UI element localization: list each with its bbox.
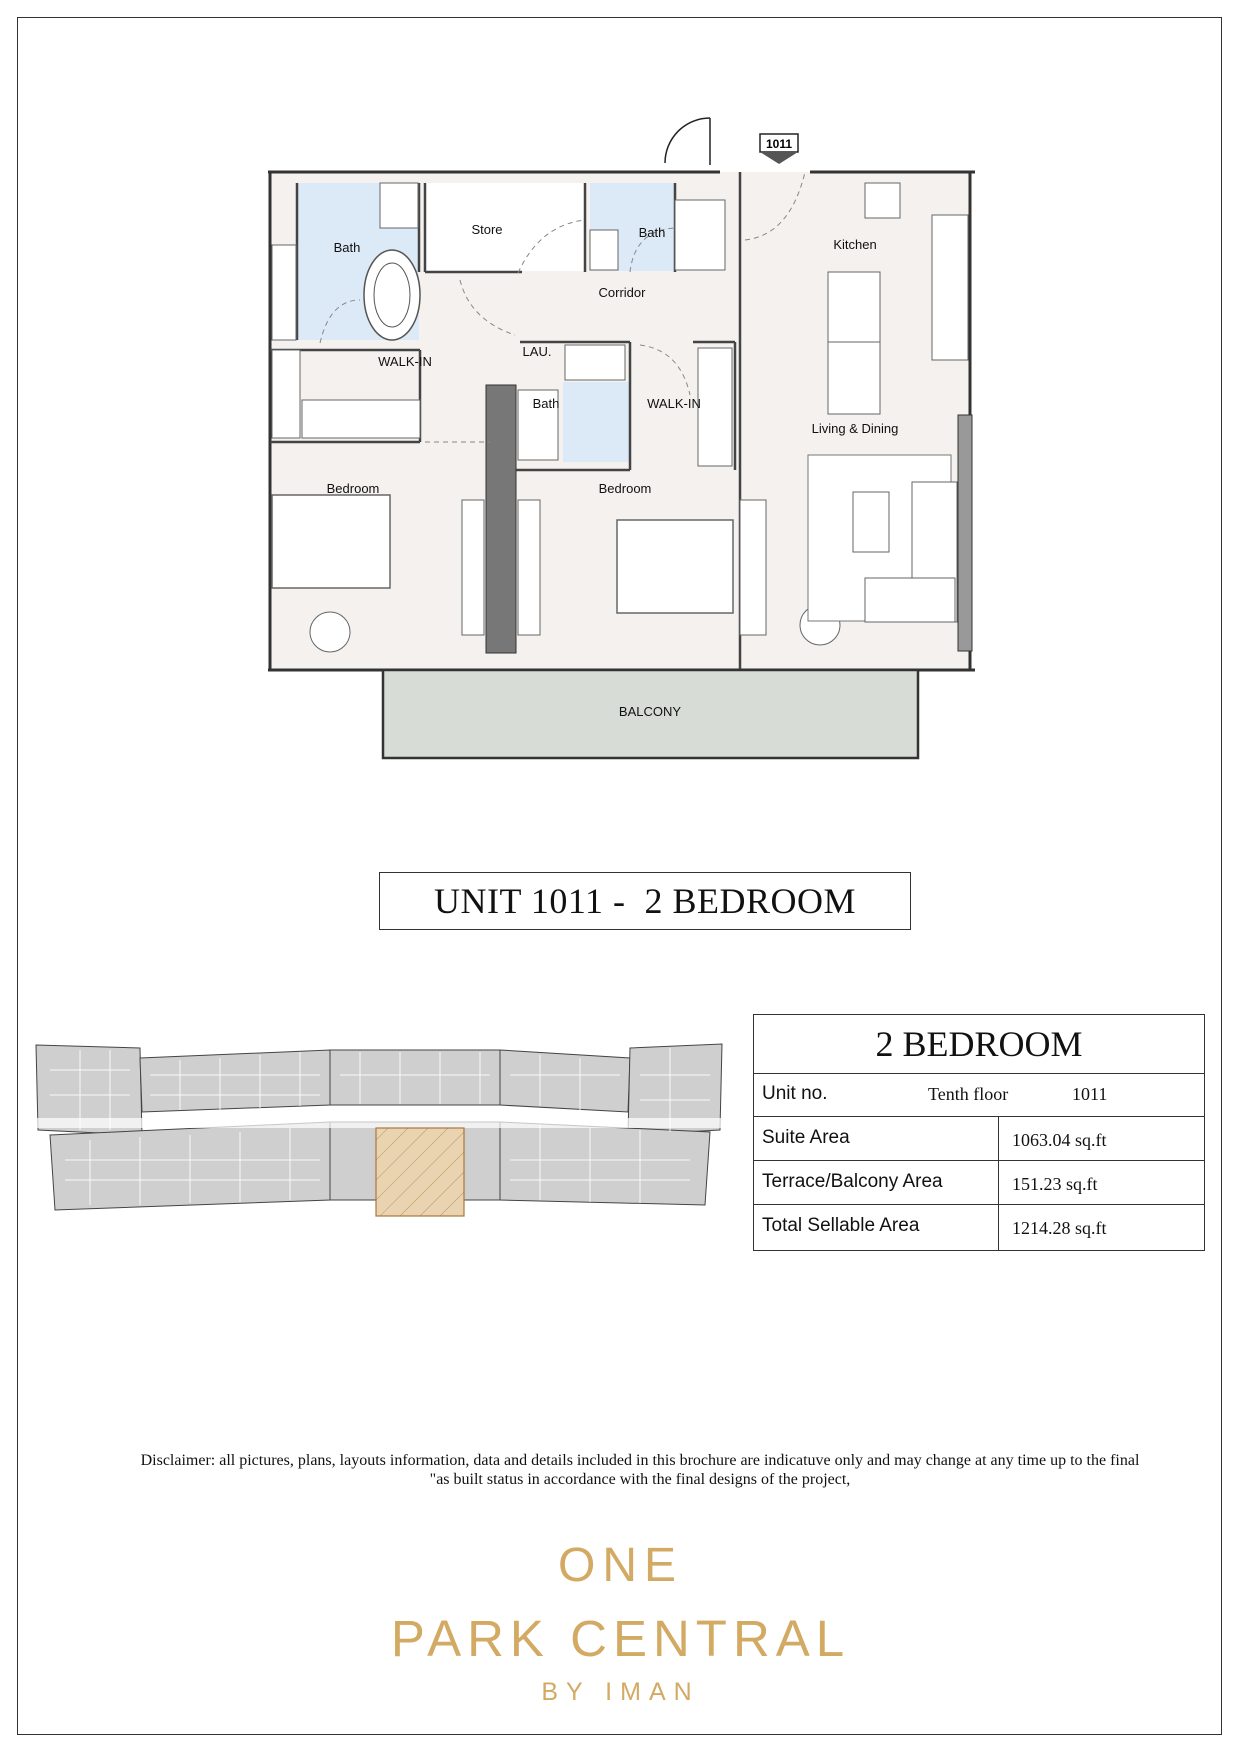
suite-area-label: Suite Area — [762, 1127, 850, 1148]
floor-plan — [0, 0, 1241, 800]
room-label-bath-2: Bath — [638, 225, 666, 240]
room-label-bedroom-2: Bedroom — [598, 481, 652, 496]
unit-highlight — [376, 1128, 464, 1216]
room-label-corridor: Corridor — [598, 285, 646, 300]
logo-line-3: BY IMAN — [541, 1678, 700, 1706]
logo-line-2: PARK CENTRAL — [390, 1610, 851, 1667]
total-area-row — [754, 1205, 1204, 1250]
entry-door-arc — [665, 118, 710, 163]
disclaimer — [60, 1451, 1220, 1489]
disclaimer-line-1: Disclaimer: all pictures, plans, layouts information, data and details included in this brochure are indicatuve only and may change at any time up to the final — [140, 1452, 1140, 1469]
room-label-kitchen: Kitchen — [833, 237, 877, 252]
bath-tile-3 — [563, 382, 629, 462]
balcony-area-value: 151.23 sq.ft — [1012, 1174, 1098, 1194]
room-label-bath-1: Bath — [333, 240, 361, 255]
balcony-area-label: Terrace/Balcony Area — [762, 1171, 943, 1192]
bed-1 — [272, 495, 390, 588]
key-plan — [30, 1040, 730, 1220]
unit-no-row — [754, 1073, 1204, 1117]
logo-line-1: ONE — [557, 1539, 683, 1592]
unit-title — [379, 872, 911, 930]
room-label-walkin-1: WALK-IN — [378, 354, 432, 369]
room-label-balcony: BALCONY — [618, 704, 682, 719]
floor-value: Tenth floor — [928, 1084, 1009, 1104]
unit-tag-label: 1011 — [765, 137, 793, 151]
room-label-lau: LAU. — [522, 344, 552, 359]
unit-tag — [760, 134, 798, 164]
room-label-living: Living & Dining — [811, 421, 899, 436]
balcony-area-row — [754, 1161, 1204, 1205]
unit-info-table — [753, 1014, 1205, 1251]
room-label-bedroom-1: Bedroom — [326, 481, 380, 496]
suite-area-value: 1063.04 sq.ft — [1012, 1130, 1107, 1150]
bed-2 — [617, 520, 733, 613]
room-label-walkin-2: WALK-IN — [647, 396, 701, 411]
unit-no-value: 1011 — [1072, 1084, 1108, 1104]
info-table-header: 2 BEDROOM — [754, 1015, 1204, 1074]
unit-no-label: Unit no. — [762, 1083, 828, 1104]
disclaimer-line-2: "as built status in accordance with the final designs of the project, — [429, 1471, 851, 1488]
suite-area-row — [754, 1117, 1204, 1161]
unit-title-text: UNIT 1011 - 2 BEDROOM — [434, 881, 856, 921]
total-area-label: Total Sellable Area — [762, 1215, 920, 1236]
total-area-value: 1214.28 sq.ft — [1012, 1218, 1107, 1238]
room-label-bath-3: Bath — [532, 396, 560, 411]
room-label-store: Store — [471, 222, 503, 237]
